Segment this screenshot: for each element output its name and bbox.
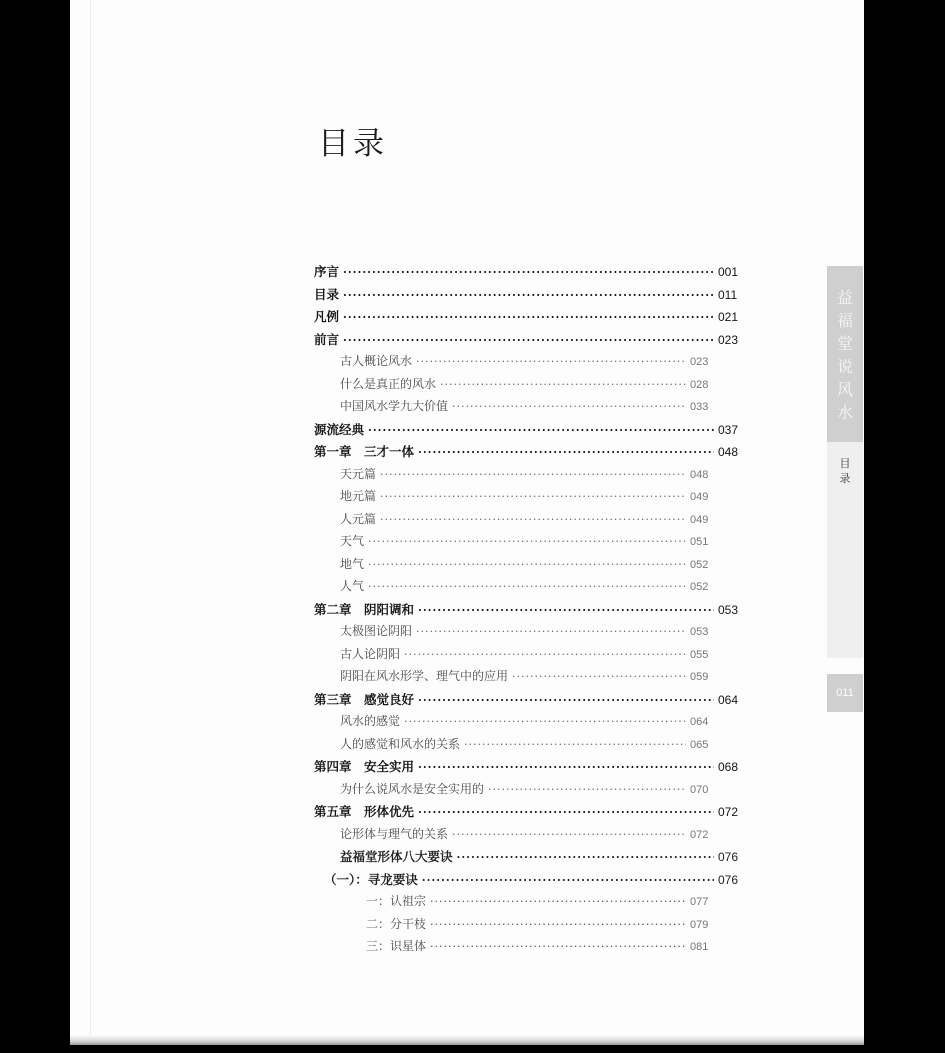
toc-entry-page: 070 <box>690 783 709 796</box>
toc-leader-dots <box>343 289 714 302</box>
toc-entry-label: 目录 <box>314 286 340 302</box>
toc-leader-dots <box>488 783 686 796</box>
toc-entry-page: 072 <box>718 805 739 819</box>
toc-entry <box>340 780 714 803</box>
toc-entry-label: 中国风水学九大价值 <box>340 399 449 413</box>
toc-entry-page: 053 <box>718 602 739 617</box>
page-bottom-shadow <box>70 1035 864 1045</box>
toc-leader-dots <box>368 558 686 571</box>
toc-leader-dots <box>430 895 686 908</box>
toc-entry-label: 风水的感觉 <box>340 714 401 728</box>
toc-entry-page: 001 <box>718 265 739 279</box>
toc-leader-dots <box>464 738 686 751</box>
toc-entry <box>314 262 752 285</box>
toc-entry <box>366 937 714 960</box>
toc-leader-dots <box>430 940 686 953</box>
toc-entry <box>340 352 714 375</box>
toc-entry <box>340 622 714 645</box>
toc-leader-dots <box>368 535 686 548</box>
toc-entry-page: 021 <box>718 310 739 324</box>
toc-entry-page: 049 <box>690 513 709 526</box>
toc-entry-page: 081 <box>690 941 709 953</box>
toc-entry <box>340 577 714 600</box>
toc-entry-label: 前言 <box>314 331 340 347</box>
toc-entry-page: 076 <box>718 872 739 887</box>
toc-entry-page: 068 <box>718 760 739 774</box>
toc-leader-dots <box>440 378 686 391</box>
toc-entry-page: 048 <box>690 468 709 481</box>
side-tab-char: 福 <box>836 311 853 330</box>
toc-entry-page: 064 <box>690 716 709 728</box>
toc-entry-page: 051 <box>690 536 709 548</box>
toc-entry <box>314 285 752 308</box>
toc-entry <box>340 667 714 690</box>
side-tab-char: 益 <box>836 288 853 307</box>
toc-leader-dots <box>404 715 686 728</box>
toc-entry <box>314 690 752 713</box>
toc-entry-label: 什么是真正的风水 <box>340 376 437 391</box>
side-tab-char: 水 <box>836 403 853 422</box>
toc-entry-page: 049 <box>690 491 709 503</box>
toc-entry-label: 古人概论风水 <box>340 354 413 368</box>
toc-leader-dots <box>368 580 686 593</box>
side-tab-char: 说 <box>836 357 853 376</box>
toc-entry-page: 033 <box>690 401 709 413</box>
toc-entry <box>340 375 714 398</box>
side-page-number: 011 <box>827 674 863 712</box>
toc-entry <box>340 465 714 488</box>
toc-leader-dots <box>343 334 714 347</box>
toc-entry <box>340 825 714 848</box>
toc-entry-label: 第三章 感觉良好 <box>314 691 415 707</box>
toc-entry-label: 阴阳在风水形学、理气中的应用 <box>340 669 509 683</box>
toc-entry-label: 天元篇 <box>340 466 377 481</box>
toc-entry-label: 第二章 阴阳调和 <box>314 601 415 617</box>
toc-entry <box>324 870 752 893</box>
toc-leader-dots <box>404 648 686 661</box>
toc-entry-label: 源流经典 <box>314 421 365 437</box>
toc-entry-label: 三：识星体 <box>366 939 427 953</box>
toc-leader-dots <box>418 761 714 774</box>
toc-leader-dots <box>416 355 686 368</box>
side-tab-char: 风 <box>836 380 853 399</box>
toc-entry-label: 论形体与理气的关系 <box>340 826 449 841</box>
toc-entry <box>314 600 752 623</box>
toc-entry-page: 055 <box>690 648 709 661</box>
toc-entry-label: 益福堂形体八大要诀 <box>340 849 453 864</box>
toc-leader-dots <box>418 806 714 819</box>
toc-entry-page: 059 <box>690 671 709 683</box>
toc-entry-page: 076 <box>718 850 739 864</box>
toc-entry <box>366 915 714 938</box>
toc-entry-page: 072 <box>690 828 709 841</box>
toc-leader-dots <box>452 828 686 841</box>
toc-entry-label: 凡例 <box>314 309 340 324</box>
toc-entry <box>340 397 714 420</box>
toc-entry-label: 第四章 安全实用 <box>314 759 415 774</box>
toc-leader-dots <box>380 468 686 481</box>
toc-entry-label: 第一章 三才一体 <box>314 444 415 459</box>
toc-entry <box>340 487 714 510</box>
toc-entry-label: 地元篇 <box>340 489 377 503</box>
toc-leader-dots <box>343 266 714 279</box>
toc-entry <box>340 712 714 735</box>
toc-leader-dots <box>430 918 686 931</box>
toc-entry-page: 079 <box>690 918 709 931</box>
toc-entry-label: 人的感觉和风水的关系 <box>340 736 461 751</box>
toc-entry-page: 053 <box>690 626 709 638</box>
toc-entry-page: 077 <box>690 896 709 908</box>
book-page <box>70 0 864 1045</box>
toc-entry-label: 天气 <box>340 534 365 548</box>
toc-entry-label: 一：认祖宗 <box>366 894 427 908</box>
toc-leader-dots <box>418 604 714 617</box>
toc-leader-dots <box>380 490 686 503</box>
toc-entry <box>340 555 714 578</box>
toc-entry <box>314 307 752 330</box>
toc-entry-label: 太极图论阴阳 <box>340 624 413 638</box>
toc-leader-dots <box>512 670 686 683</box>
toc-entry-label: 人元篇 <box>340 511 377 526</box>
toc-entry <box>366 892 714 915</box>
toc-entry-label: 人气 <box>340 579 365 593</box>
toc-entry-label: 为什么说风水是安全实用的 <box>340 781 485 796</box>
side-tab-char: 堂 <box>836 334 853 353</box>
toc-entry <box>340 735 714 758</box>
toc-entry <box>314 330 752 353</box>
toc-entry-label: 二：分干枝 <box>366 916 427 931</box>
toc-leader-dots <box>368 424 714 437</box>
toc-entry-page: 037 <box>718 422 739 437</box>
toc-entry-label: 地气 <box>340 556 365 571</box>
toc-leader-dots <box>416 625 686 638</box>
toc-leader-dots <box>418 446 714 459</box>
side-section-char: 录 <box>839 472 851 485</box>
toc-entry <box>314 802 752 825</box>
toc-entry <box>340 847 752 870</box>
toc-entry <box>340 645 714 668</box>
toc-entry-page: 065 <box>690 738 709 751</box>
toc-leader-dots <box>452 400 686 413</box>
toc-entry-page: 028 <box>690 378 709 391</box>
toc-entry-page: 064 <box>718 692 739 707</box>
side-tab-book-title <box>827 266 863 442</box>
toc-entry-label: 序言 <box>314 264 340 279</box>
table-of-contents <box>314 262 752 960</box>
toc-entry <box>314 757 752 780</box>
toc-entry-page: 023 <box>690 356 709 368</box>
toc-entry-page: 052 <box>690 581 709 593</box>
side-tab-section <box>838 456 852 486</box>
toc-entry <box>314 442 752 465</box>
page-title: 目录 <box>318 126 388 162</box>
toc-entry-label: 第五章 形体优先 <box>314 804 415 819</box>
toc-entry <box>340 510 714 533</box>
side-section-char: 目 <box>839 457 851 470</box>
toc-leader-dots <box>457 851 714 864</box>
toc-leader-dots <box>422 874 714 887</box>
toc-entry <box>314 420 752 443</box>
toc-leader-dots <box>380 513 686 526</box>
toc-entry-label: 古人论阴阳 <box>340 646 401 661</box>
toc-entry-page: 048 <box>718 445 739 459</box>
toc-entry-page: 023 <box>718 332 739 347</box>
toc-leader-dots <box>343 311 714 324</box>
toc-entry-page: 052 <box>690 558 709 571</box>
toc-entry <box>340 532 714 555</box>
toc-leader-dots <box>418 694 714 707</box>
toc-entry-page: 011 <box>718 287 738 302</box>
toc-entry-label: （一）：寻龙要诀 <box>324 871 418 887</box>
